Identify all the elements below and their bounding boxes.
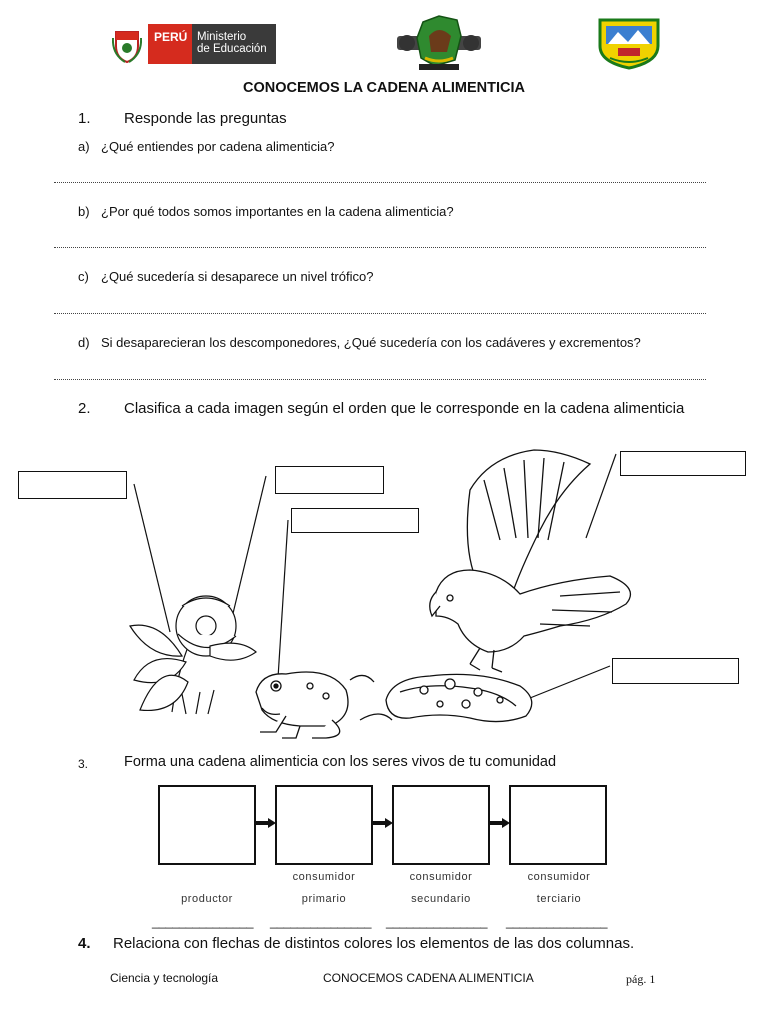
- section4-number: 4.: [78, 935, 91, 952]
- section1-number: 1.: [78, 110, 91, 127]
- ministry-line1: Ministerio: [197, 31, 247, 43]
- ministry-line2: de Educación: [197, 43, 267, 55]
- label-box-plant-leaf[interactable]: [18, 471, 127, 499]
- question-b-label: b): [78, 204, 90, 219]
- answer-line-c[interactable]: [54, 313, 706, 314]
- answer-line-b[interactable]: [54, 247, 706, 248]
- ministry-logo: [192, 24, 276, 64]
- blank-line-3[interactable]: _______________: [386, 914, 487, 929]
- section3-heading: Forma una cadena alimenticia con los seres vivos de tu comunidad: [124, 754, 557, 770]
- peru-logo: [148, 24, 192, 64]
- question-c-text: ¿Qué sucedería si desaparece un nivel trófico?: [101, 269, 374, 284]
- arrow-right-icon: [490, 818, 510, 828]
- label-consumidor-3: consumidor: [527, 871, 591, 883]
- section1-heading: Responde las preguntas: [124, 110, 287, 127]
- label-productor: productor: [181, 893, 233, 905]
- label-consumidor-1: consumidor: [292, 871, 356, 883]
- chain-box-2[interactable]: [275, 785, 373, 865]
- question-a-text: ¿Qué entiendes por cadena alimenticia?: [101, 139, 335, 154]
- frog-icon: [256, 672, 348, 738]
- label-consumidor-2: consumidor: [409, 871, 473, 883]
- chain-box-1[interactable]: [158, 785, 256, 865]
- amazonas-emblem-icon: [395, 14, 483, 74]
- label-secundario: secundario: [411, 893, 471, 905]
- question-c-label: c): [78, 269, 89, 284]
- answer-line-d[interactable]: [54, 379, 706, 380]
- label-box-frog[interactable]: [291, 508, 419, 533]
- chain-box-3[interactable]: [392, 785, 490, 865]
- answer-line-a[interactable]: [54, 182, 706, 183]
- school-emblem-icon: [596, 16, 662, 70]
- footer-subject: Ciencia y tecnología: [110, 971, 219, 985]
- blank-line-1[interactable]: _______________: [152, 914, 253, 929]
- question-d-label: d): [78, 335, 90, 350]
- question-d-text: Si desaparecieran los descomponedores, ¿Qué sucedería con los cadáveres y excrementos?: [101, 335, 641, 350]
- peru-coat-of-arms-icon: [112, 28, 142, 64]
- blank-line-4[interactable]: _______________: [506, 914, 607, 929]
- page-title: CONOCEMOS LA CADENA ALIMENTICIA: [243, 80, 525, 96]
- label-primario: primario: [301, 893, 347, 905]
- section2-heading: Clasifica a cada imagen según el orden que le corresponde en la cadena alimenticia: [124, 400, 685, 417]
- arrow-right-icon: [373, 818, 393, 828]
- blank-line-2[interactable]: _______________: [270, 914, 371, 929]
- footer-topic: CONOCEMOS CADENA ALIMENTICIA: [323, 971, 534, 985]
- label-box-flower[interactable]: [275, 466, 384, 494]
- peru-label: PERÚ: [154, 30, 188, 44]
- label-terciario: terciario: [536, 893, 582, 905]
- plant-icon: [130, 596, 256, 714]
- section3-number: 3.: [78, 757, 89, 771]
- footer-page-number: pág. 1: [626, 972, 656, 986]
- section2-number: 2.: [78, 400, 91, 417]
- chain-box-4[interactable]: [509, 785, 607, 865]
- question-a-label: a): [78, 139, 90, 154]
- arrow-right-icon: [256, 818, 276, 828]
- eagle-icon: [430, 450, 631, 672]
- label-box-snake[interactable]: [612, 658, 739, 684]
- label-box-eagle[interactable]: [620, 451, 746, 476]
- section4-heading: Relaciona con flechas de distintos colores los elementos de las dos columnas.: [113, 935, 635, 952]
- snake-icon: [350, 674, 532, 721]
- question-b-text: ¿Por qué todos somos importantes en la cadena alimenticia?: [101, 204, 454, 219]
